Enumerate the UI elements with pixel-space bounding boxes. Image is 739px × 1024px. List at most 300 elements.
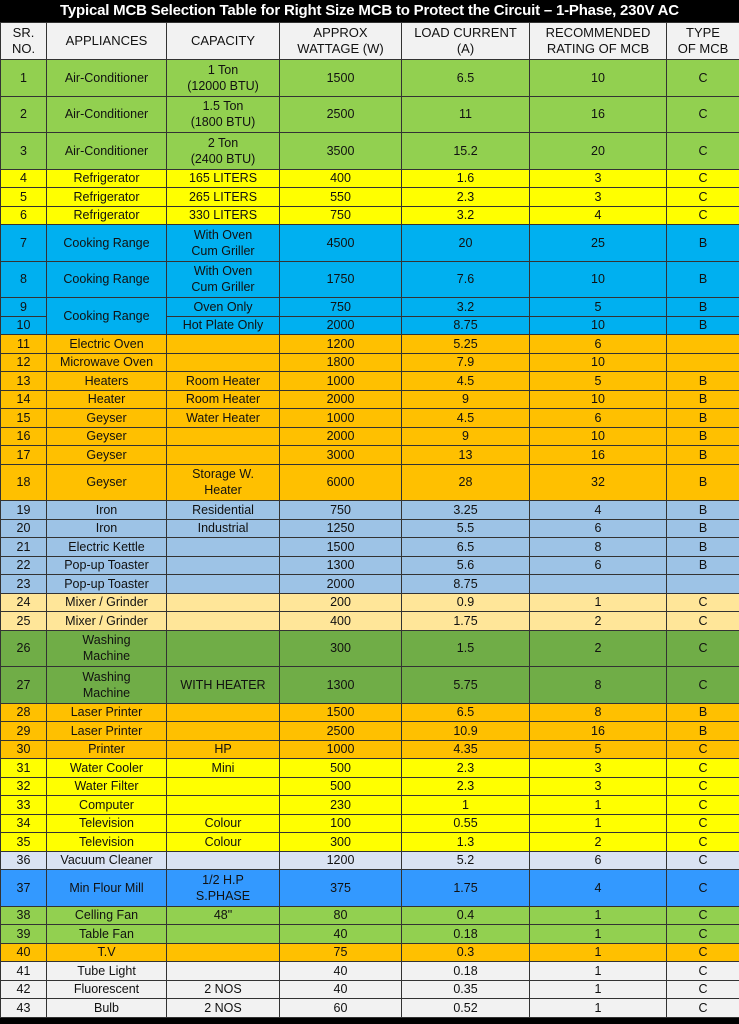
cell-current: 0.52: [402, 999, 530, 1018]
cell-sr: 2: [1, 96, 47, 133]
cell-sr: 22: [1, 556, 47, 575]
cell-type: [667, 335, 739, 354]
cell-sr: 40: [1, 943, 47, 962]
cell-type: B: [667, 316, 739, 335]
cell-capacity: [167, 630, 280, 667]
cell-capacity: [167, 703, 280, 722]
cell-appliance: Cooking Range: [47, 225, 167, 262]
cell-wattage: 2000: [280, 427, 402, 446]
cell-sr: 12: [1, 353, 47, 372]
cell-type: B: [667, 372, 739, 391]
table-row: [1, 980, 739, 999]
cell-appliance: Min Flour Mill: [47, 870, 167, 907]
table-row: [1, 353, 739, 372]
cell-sr: 4: [1, 169, 47, 188]
cell-type: B: [667, 538, 739, 557]
cell-type: C: [667, 777, 739, 796]
cell-capacity: 165 LITERS: [167, 169, 280, 188]
cell-rating: 3: [530, 169, 667, 188]
cell-sr: 28: [1, 703, 47, 722]
cell-current: 8.75: [402, 575, 530, 594]
cell-rating: 10: [530, 261, 667, 298]
cell-type: C: [667, 851, 739, 870]
table-row: [1, 722, 739, 741]
cell-capacity: Industrial: [167, 519, 280, 538]
cell-appliance: Bulb: [47, 999, 167, 1018]
cell-type: [667, 575, 739, 594]
table-row: [1, 261, 739, 298]
cell-current: 5.2: [402, 851, 530, 870]
cell-appliance: Microwave Oven: [47, 353, 167, 372]
mcb-selection-table: [0, 22, 739, 1018]
cell-current: 5.6: [402, 556, 530, 575]
cell-rating: 6: [530, 556, 667, 575]
cell-wattage: 1200: [280, 335, 402, 354]
cell-sr: 19: [1, 501, 47, 520]
table-row: [1, 943, 739, 962]
cell-appliance: Vacuum Cleaner: [47, 851, 167, 870]
cell-type: C: [667, 814, 739, 833]
cell-wattage: 1000: [280, 740, 402, 759]
cell-sr: 39: [1, 925, 47, 944]
cell-sr: 29: [1, 722, 47, 741]
cell-current: 10.9: [402, 722, 530, 741]
cell-capacity: 48": [167, 906, 280, 925]
cell-wattage: 750: [280, 298, 402, 317]
cell-sr: 23: [1, 575, 47, 594]
cell-rating: 1: [530, 593, 667, 612]
cell-rating: 8: [530, 667, 667, 704]
cell-appliance: Mixer / Grinder: [47, 612, 167, 631]
cell-capacity: [167, 556, 280, 575]
cell-capacity: 2 Ton (2400 BTU): [167, 133, 280, 170]
table-row: [1, 335, 739, 354]
cell-wattage: 1000: [280, 409, 402, 428]
cell-sr: 41: [1, 962, 47, 981]
cell-current: 6.5: [402, 538, 530, 557]
cell-wattage: 75: [280, 943, 402, 962]
table-row: [1, 740, 739, 759]
cell-capacity: [167, 962, 280, 981]
cell-rating: 25: [530, 225, 667, 262]
cell-wattage: 3500: [280, 133, 402, 170]
cell-sr: 18: [1, 464, 47, 501]
cell-current: 0.35: [402, 980, 530, 999]
table-row: [1, 759, 739, 778]
table-row: [1, 501, 739, 520]
cell-type: B: [667, 703, 739, 722]
cell-current: 0.18: [402, 962, 530, 981]
cell-sr: 8: [1, 261, 47, 298]
cell-type: C: [667, 925, 739, 944]
cell-capacity: [167, 446, 280, 465]
header-load-current: LOAD CURRENT (A): [402, 23, 530, 60]
table-row: [1, 538, 739, 557]
cell-sr: 35: [1, 833, 47, 852]
cell-type: C: [667, 962, 739, 981]
cell-appliance: Fluorescent: [47, 980, 167, 999]
cell-rating: 10: [530, 353, 667, 372]
cell-rating: 10: [530, 316, 667, 335]
table-row: [1, 999, 739, 1018]
cell-rating: 5: [530, 372, 667, 391]
cell-capacity: Mini: [167, 759, 280, 778]
cell-current: 1: [402, 796, 530, 815]
cell-capacity: 2 NOS: [167, 980, 280, 999]
table-row: [1, 906, 739, 925]
cell-appliance: Geyser: [47, 427, 167, 446]
cell-capacity: [167, 538, 280, 557]
cell-rating: 20: [530, 133, 667, 170]
cell-appliance: Laser Printer: [47, 722, 167, 741]
table-row: [1, 372, 739, 391]
cell-appliance: Geyser: [47, 409, 167, 428]
cell-current: 0.3: [402, 943, 530, 962]
cell-appliance: Cooking Range: [47, 261, 167, 298]
table-row: [1, 796, 739, 815]
cell-wattage: 1300: [280, 556, 402, 575]
table-row: [1, 298, 739, 317]
cell-sr: 3: [1, 133, 47, 170]
cell-rating: 6: [530, 409, 667, 428]
cell-appliance: Washing Machine: [47, 630, 167, 667]
cell-capacity: With Oven Cum Griller: [167, 261, 280, 298]
cell-rating: 2: [530, 612, 667, 631]
table-row: [1, 556, 739, 575]
cell-sr: 24: [1, 593, 47, 612]
table-row: [1, 390, 739, 409]
cell-rating: 8: [530, 703, 667, 722]
cell-appliance: Water Cooler: [47, 759, 167, 778]
cell-wattage: 2000: [280, 390, 402, 409]
cell-appliance: Air-Conditioner: [47, 60, 167, 97]
cell-rating: 3: [530, 188, 667, 207]
cell-wattage: 40: [280, 980, 402, 999]
cell-wattage: 1750: [280, 261, 402, 298]
table-row: [1, 630, 739, 667]
cell-current: 20: [402, 225, 530, 262]
cell-sr: 37: [1, 870, 47, 907]
header-recommended-rating: RECOMMENDED RATING OF MCB: [530, 23, 667, 60]
cell-rating: 5: [530, 298, 667, 317]
cell-sr: 30: [1, 740, 47, 759]
table-row: [1, 777, 739, 796]
cell-rating: 2: [530, 630, 667, 667]
cell-rating: 16: [530, 96, 667, 133]
document-title: Typical MCB Selection Table for Right Size MCB to Protect the Circuit – 1-Phase, 230V AC: [0, 0, 739, 22]
cell-rating: 2: [530, 833, 667, 852]
cell-rating: 5: [530, 740, 667, 759]
table-row: [1, 612, 739, 631]
cell-wattage: 375: [280, 870, 402, 907]
cell-type: C: [667, 796, 739, 815]
table-row: [1, 96, 739, 133]
cell-appliance: Air-Conditioner: [47, 133, 167, 170]
cell-wattage: 1300: [280, 667, 402, 704]
cell-type: C: [667, 740, 739, 759]
table-row: [1, 593, 739, 612]
cell-type: B: [667, 261, 739, 298]
cell-current: 1.6: [402, 169, 530, 188]
cell-capacity: 2 NOS: [167, 999, 280, 1018]
cell-current: 11: [402, 96, 530, 133]
table-row: [1, 833, 739, 852]
cell-type: C: [667, 667, 739, 704]
cell-wattage: 500: [280, 777, 402, 796]
cell-capacity: WITH HEATER: [167, 667, 280, 704]
cell-appliance: Television: [47, 833, 167, 852]
cell-capacity: [167, 943, 280, 962]
cell-sr: 16: [1, 427, 47, 446]
cell-rating: [530, 575, 667, 594]
cell-capacity: [167, 575, 280, 594]
cell-appliance: Computer: [47, 796, 167, 815]
cell-current: 6.5: [402, 703, 530, 722]
cell-type: B: [667, 722, 739, 741]
cell-capacity: With Oven Cum Griller: [167, 225, 280, 262]
cell-appliance: Tube Light: [47, 962, 167, 981]
cell-rating: 3: [530, 777, 667, 796]
cell-sr: 7: [1, 225, 47, 262]
cell-capacity: 1.5 Ton (1800 BTU): [167, 96, 280, 133]
cell-wattage: 2000: [280, 316, 402, 335]
table-row: [1, 925, 739, 944]
cell-type: C: [667, 133, 739, 170]
cell-sr: 10: [1, 316, 47, 335]
cell-current: 6.5: [402, 60, 530, 97]
cell-sr: 27: [1, 667, 47, 704]
cell-type: C: [667, 60, 739, 97]
cell-capacity: HP: [167, 740, 280, 759]
cell-sr: 34: [1, 814, 47, 833]
cell-rating: 32: [530, 464, 667, 501]
cell-appliance: Printer: [47, 740, 167, 759]
cell-capacity: [167, 722, 280, 741]
cell-appliance: Geyser: [47, 446, 167, 465]
cell-appliance: Heater: [47, 390, 167, 409]
cell-current: 15.2: [402, 133, 530, 170]
cell-appliance: Geyser: [47, 464, 167, 501]
cell-wattage: 300: [280, 630, 402, 667]
cell-appliance: Cooking Range: [47, 298, 167, 335]
cell-capacity: Residential: [167, 501, 280, 520]
cell-rating: 1: [530, 943, 667, 962]
cell-appliance: Celling Fan: [47, 906, 167, 925]
cell-capacity: [167, 925, 280, 944]
cell-type: B: [667, 519, 739, 538]
table-row: [1, 962, 739, 981]
cell-sr: 5: [1, 188, 47, 207]
cell-appliance: Table Fan: [47, 925, 167, 944]
cell-current: 5.5: [402, 519, 530, 538]
cell-rating: 1: [530, 925, 667, 944]
cell-sr: 1: [1, 60, 47, 97]
table-row: [1, 667, 739, 704]
cell-current: 4.5: [402, 372, 530, 391]
cell-current: 7.9: [402, 353, 530, 372]
cell-capacity: [167, 851, 280, 870]
cell-wattage: 230: [280, 796, 402, 815]
cell-wattage: 500: [280, 759, 402, 778]
cell-capacity: [167, 593, 280, 612]
cell-capacity: Water Heater: [167, 409, 280, 428]
cell-appliance: Refrigerator: [47, 188, 167, 207]
cell-capacity: [167, 335, 280, 354]
cell-sr: 20: [1, 519, 47, 538]
cell-wattage: 40: [280, 925, 402, 944]
cell-current: 0.55: [402, 814, 530, 833]
table-row: [1, 427, 739, 446]
cell-type: C: [667, 833, 739, 852]
cell-rating: 10: [530, 427, 667, 446]
cell-appliance: Television: [47, 814, 167, 833]
cell-capacity: Colour: [167, 814, 280, 833]
cell-sr: 33: [1, 796, 47, 815]
cell-current: 9: [402, 390, 530, 409]
cell-wattage: 750: [280, 206, 402, 225]
cell-appliance: Water Filter: [47, 777, 167, 796]
cell-current: 1.5: [402, 630, 530, 667]
cell-rating: 10: [530, 390, 667, 409]
cell-type: C: [667, 943, 739, 962]
cell-sr: 42: [1, 980, 47, 999]
cell-sr: 43: [1, 999, 47, 1018]
cell-current: 3.2: [402, 206, 530, 225]
cell-current: 9: [402, 427, 530, 446]
cell-wattage: 1250: [280, 519, 402, 538]
table-row: [1, 188, 739, 207]
cell-current: 13: [402, 446, 530, 465]
table-row: [1, 464, 739, 501]
cell-wattage: 400: [280, 612, 402, 631]
cell-wattage: 60: [280, 999, 402, 1018]
cell-sr: 6: [1, 206, 47, 225]
table-row: [1, 206, 739, 225]
cell-appliance: Air-Conditioner: [47, 96, 167, 133]
cell-sr: 25: [1, 612, 47, 631]
cell-wattage: 80: [280, 906, 402, 925]
cell-current: 8.75: [402, 316, 530, 335]
cell-sr: 32: [1, 777, 47, 796]
table-row: [1, 409, 739, 428]
cell-sr: 21: [1, 538, 47, 557]
cell-appliance: Pop-up Toaster: [47, 556, 167, 575]
cell-rating: 1: [530, 999, 667, 1018]
cell-type: C: [667, 96, 739, 133]
cell-current: 4.35: [402, 740, 530, 759]
cell-capacity: [167, 777, 280, 796]
cell-rating: 4: [530, 501, 667, 520]
cell-wattage: 1500: [280, 538, 402, 557]
cell-rating: 8: [530, 538, 667, 557]
cell-type: B: [667, 464, 739, 501]
header-sr-no: SR. NO.: [1, 23, 47, 60]
cell-sr: 11: [1, 335, 47, 354]
cell-sr: 17: [1, 446, 47, 465]
cell-type: C: [667, 870, 739, 907]
cell-type: C: [667, 612, 739, 631]
cell-wattage: 2500: [280, 722, 402, 741]
cell-type: B: [667, 390, 739, 409]
cell-capacity: [167, 427, 280, 446]
cell-capacity: Hot Plate Only: [167, 316, 280, 335]
cell-capacity: Room Heater: [167, 372, 280, 391]
cell-wattage: 1500: [280, 703, 402, 722]
cell-capacity: 1/2 H.P S.PHASE: [167, 870, 280, 907]
cell-rating: 6: [530, 519, 667, 538]
cell-current: 3.25: [402, 501, 530, 520]
cell-appliance: Iron: [47, 519, 167, 538]
cell-rating: 6: [530, 851, 667, 870]
cell-capacity: 330 LITERS: [167, 206, 280, 225]
cell-current: 0.4: [402, 906, 530, 925]
cell-type: B: [667, 446, 739, 465]
cell-type: C: [667, 206, 739, 225]
table-row: [1, 703, 739, 722]
cell-wattage: 1000: [280, 372, 402, 391]
cell-current: 5.25: [402, 335, 530, 354]
table-row: [1, 575, 739, 594]
cell-wattage: 2500: [280, 96, 402, 133]
cell-wattage: 40: [280, 962, 402, 981]
cell-capacity: [167, 353, 280, 372]
cell-type: C: [667, 630, 739, 667]
cell-rating: 3: [530, 759, 667, 778]
cell-type: [667, 353, 739, 372]
cell-current: 0.9: [402, 593, 530, 612]
header-capacity: CAPACITY: [167, 23, 280, 60]
cell-sr: 13: [1, 372, 47, 391]
cell-current: 1.75: [402, 870, 530, 907]
cell-type: C: [667, 759, 739, 778]
cell-type: C: [667, 169, 739, 188]
cell-wattage: 200: [280, 593, 402, 612]
cell-sr: 31: [1, 759, 47, 778]
cell-appliance: Laser Printer: [47, 703, 167, 722]
cell-rating: 1: [530, 796, 667, 815]
cell-current: 5.75: [402, 667, 530, 704]
cell-capacity: Room Heater: [167, 390, 280, 409]
cell-rating: 4: [530, 870, 667, 907]
cell-type: C: [667, 188, 739, 207]
cell-wattage: 400: [280, 169, 402, 188]
cell-sr: 26: [1, 630, 47, 667]
cell-current: 2.3: [402, 777, 530, 796]
cell-wattage: 1200: [280, 851, 402, 870]
cell-sr: 38: [1, 906, 47, 925]
cell-capacity: Storage W. Heater: [167, 464, 280, 501]
cell-rating: 16: [530, 722, 667, 741]
cell-rating: 16: [530, 446, 667, 465]
cell-type: B: [667, 427, 739, 446]
cell-rating: 1: [530, 962, 667, 981]
cell-current: 2.3: [402, 188, 530, 207]
table-row: [1, 870, 739, 907]
cell-current: 1.75: [402, 612, 530, 631]
table-row: [1, 133, 739, 170]
cell-rating: 1: [530, 906, 667, 925]
cell-appliance: Electric Oven: [47, 335, 167, 354]
cell-wattage: 1500: [280, 60, 402, 97]
cell-rating: 1: [530, 980, 667, 999]
table-row: [1, 169, 739, 188]
cell-type: C: [667, 999, 739, 1018]
cell-capacity: [167, 612, 280, 631]
cell-rating: 1: [530, 814, 667, 833]
cell-rating: 4: [530, 206, 667, 225]
cell-appliance: Heaters: [47, 372, 167, 391]
table-row: [1, 225, 739, 262]
